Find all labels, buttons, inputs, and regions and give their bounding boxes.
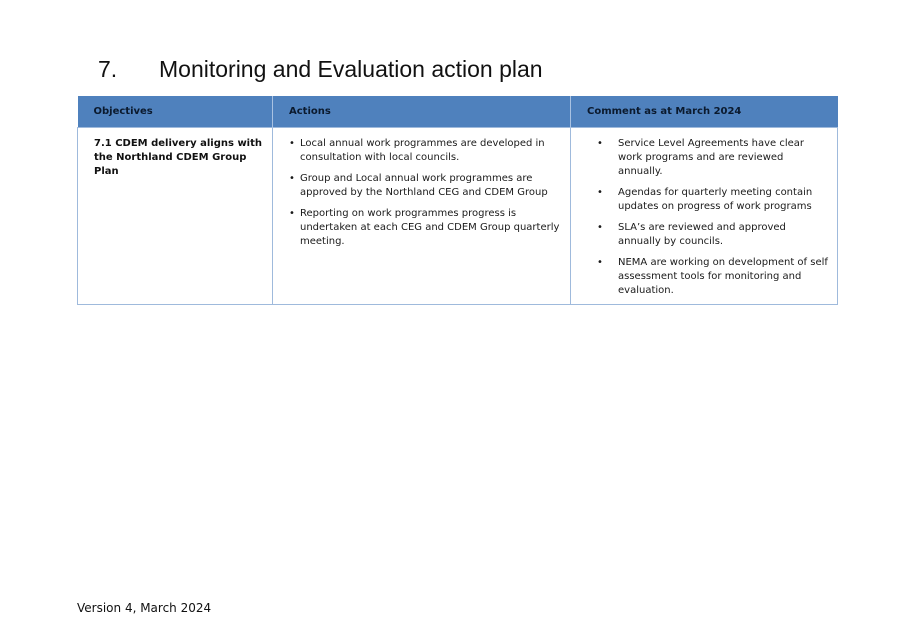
section-title: Monitoring and Evaluation action plan <box>159 56 543 82</box>
action-plan-table <box>77 96 838 305</box>
list-item <box>587 186 829 214</box>
bullet-icon: • <box>289 208 295 219</box>
column-header-objectives: Objectives <box>78 96 273 128</box>
comments-cell <box>571 128 838 305</box>
comment-text: Agendas for quarterly meeting contain updates on progress of work programs <box>618 187 813 212</box>
action-text: Reporting on work programmes progress is undertaken at each CEG and CDEM Group quarterly meeting. <box>300 208 560 247</box>
list-item <box>289 207 562 249</box>
list-item <box>587 256 829 298</box>
actions-cell <box>273 128 571 305</box>
bullet-icon: • <box>597 138 603 149</box>
comment-text: Service Level Agreements have clear work programs and are reviewed annually. <box>618 138 805 177</box>
table-header-row <box>78 96 838 128</box>
bullet-icon: • <box>289 173 295 184</box>
actions-list <box>289 137 562 249</box>
comment-text: SLA’s are reviewed and approved annually by councils. <box>618 222 786 247</box>
list-item <box>587 221 829 249</box>
comment-text: NEMA are working on development of self assessment tools for monitoring and evaluation. <box>618 257 828 296</box>
comments-list <box>587 137 829 298</box>
section-number: 7. <box>98 56 118 82</box>
footer-version: Version 4, March 2024 <box>77 601 212 615</box>
column-header-actions: Actions <box>273 96 571 128</box>
action-text: Local annual work programmes are developed in consultation with local councils. <box>300 138 545 163</box>
list-item <box>289 137 562 165</box>
action-text: Group and Local annual work programmes are approved by the Northland CEG and CDEM Group <box>300 173 548 198</box>
bullet-icon: • <box>597 257 603 268</box>
list-item <box>289 172 562 200</box>
list-item <box>587 137 829 179</box>
objective-cell: 7.1 CDEM delivery aligns with the Northland CDEM Group Plan <box>78 128 273 305</box>
section-heading <box>98 56 543 83</box>
table-row <box>78 128 838 305</box>
bullet-icon: • <box>289 138 295 149</box>
bullet-icon: • <box>597 187 603 198</box>
column-header-comment: Comment as at March 2024 <box>571 96 838 128</box>
bullet-icon: • <box>597 222 603 233</box>
